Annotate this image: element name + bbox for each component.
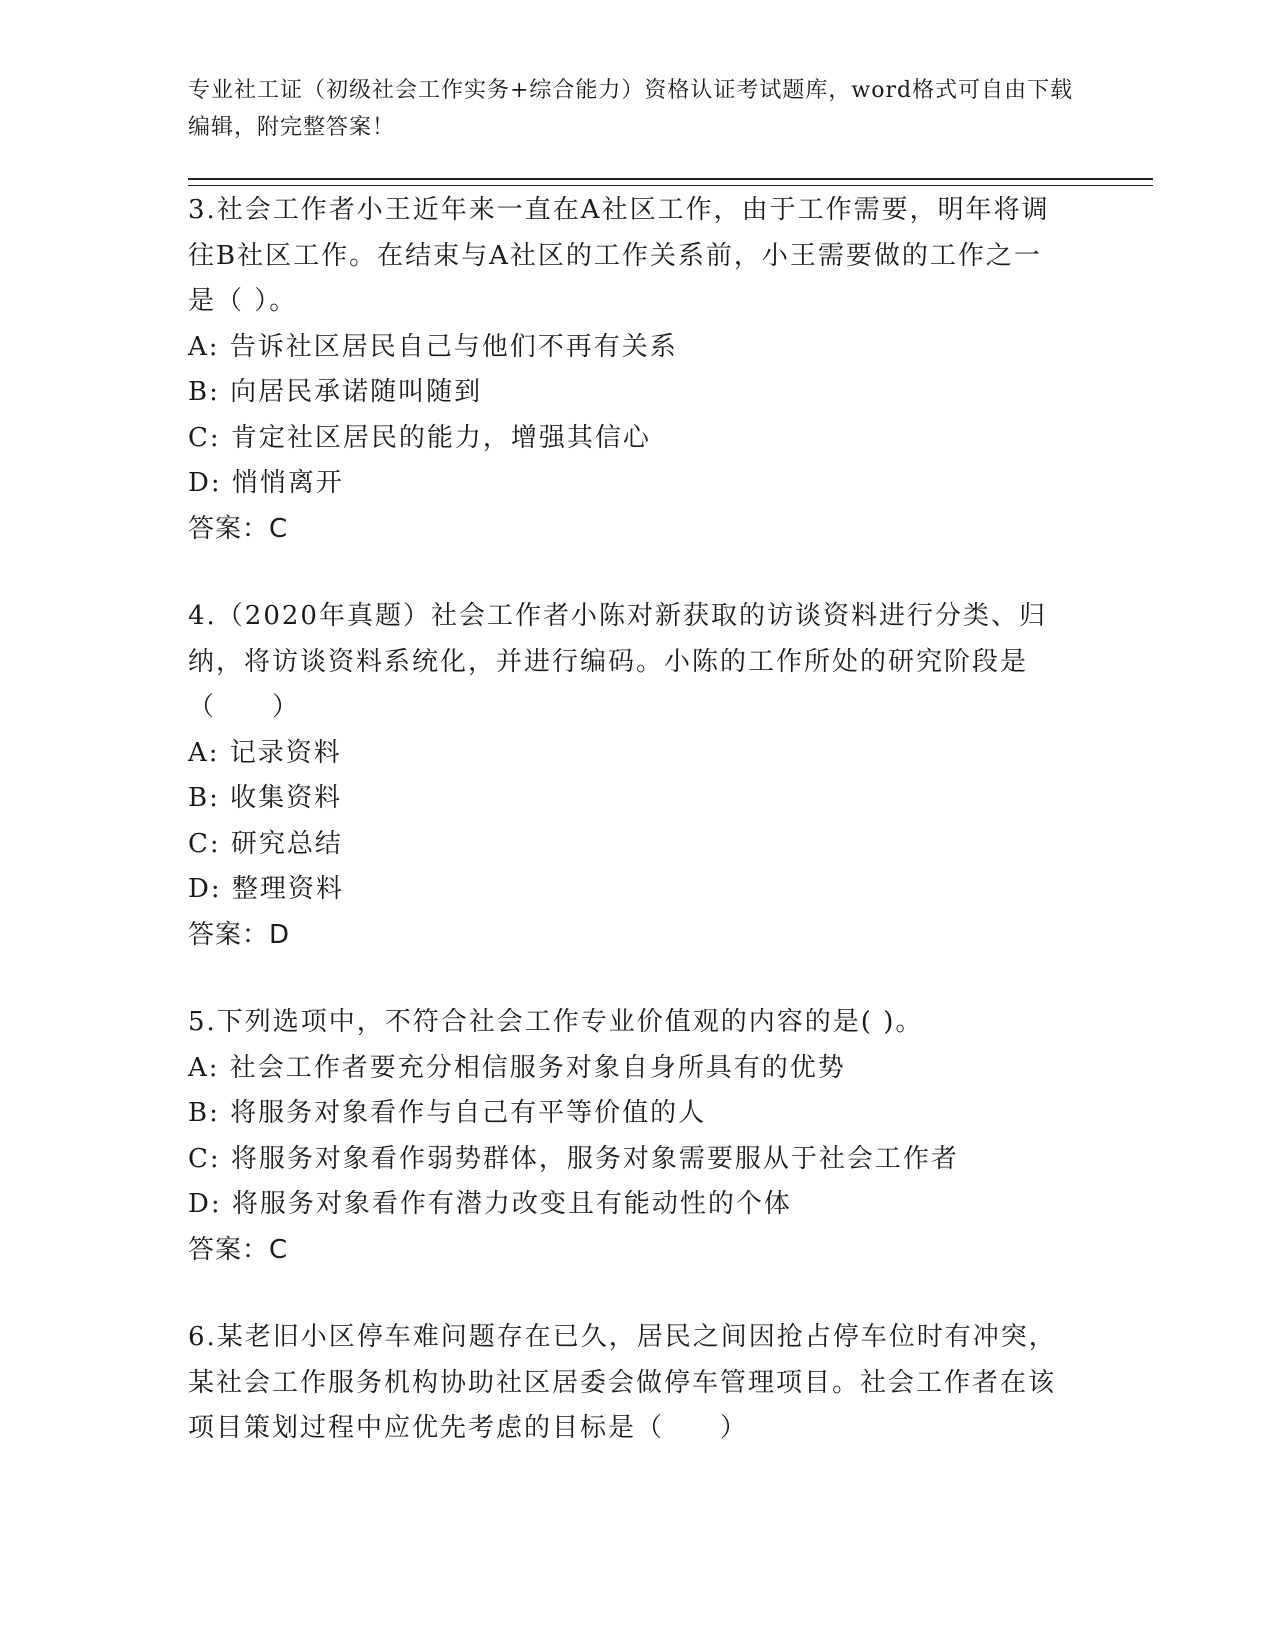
answer-line: 答案：D bbox=[188, 919, 291, 950]
option-c: C: 肯定社区居民的能力，增强其信心 bbox=[188, 422, 651, 453]
question-6 bbox=[188, 1315, 1068, 1452]
option-b: B: 将服务对象看作与自己有平等价值的人 bbox=[188, 1098, 707, 1128]
option-a: A: 社会工作者要充分相信服务对象自身所具有的优势 bbox=[188, 1052, 846, 1083]
question-3 bbox=[188, 188, 1068, 552]
option-a: A: 告诉社区居民自己与他们不再有关系 bbox=[188, 331, 678, 362]
header-divider-thick bbox=[188, 178, 1153, 180]
header-divider-thin bbox=[188, 185, 1153, 186]
option-c: C: 研究总结 bbox=[188, 828, 343, 859]
question-stem: 5.下列选项中，不符合社会工作专业价值观的内容的是( )。 bbox=[188, 1007, 924, 1037]
option-b: B: 收集资料 bbox=[188, 783, 343, 813]
question-stem: 3.社会工作者小王近年来一直在A社区工作，由于工作需要，明年将调往B社区工作。在结束与A社区的工作关系前，小王需要做的工作之一是（ ）。 bbox=[188, 195, 1050, 316]
question-5 bbox=[188, 1000, 1068, 1273]
answer-line: 答案：C bbox=[188, 513, 289, 544]
option-d: D: 悄悄离开 bbox=[188, 468, 344, 498]
answer-line: 答案：C bbox=[188, 1234, 289, 1265]
option-d: D: 整理资料 bbox=[188, 874, 344, 904]
question-4 bbox=[188, 594, 1068, 958]
option-c: C: 将服务对象看作弱势群体，服务对象需要服从于社会工作者 bbox=[188, 1143, 959, 1174]
option-a: A: 记录资料 bbox=[188, 737, 342, 768]
question-list bbox=[188, 188, 1068, 1494]
option-d: D: 将服务对象看作有潜力改变且有能动性的个体 bbox=[188, 1189, 792, 1219]
question-stem: 4.（2020年真题）社会工作者小陈对新获取的访谈资料进行分类、归纳，将访谈资料系统化，并进行编码。小陈的工作所处的研究阶段是（ ） bbox=[188, 601, 1047, 722]
option-b: B: 向居民承诺随叫随到 bbox=[188, 377, 483, 407]
question-stem: 6.某老旧小区停车难问题存在已久，居民之间因抢占停车位时有冲突，某社会工作服务机构协助社区居委会做停车管理项目。社会工作者在该项目策划过程中应优先考虑的目标是（ ） bbox=[188, 1322, 1057, 1443]
document-header: 专业社工证（初级社会工作实务+综合能力）资格认证考试题库，word格式可自由下载编辑，附完整答案！ bbox=[188, 78, 1074, 140]
